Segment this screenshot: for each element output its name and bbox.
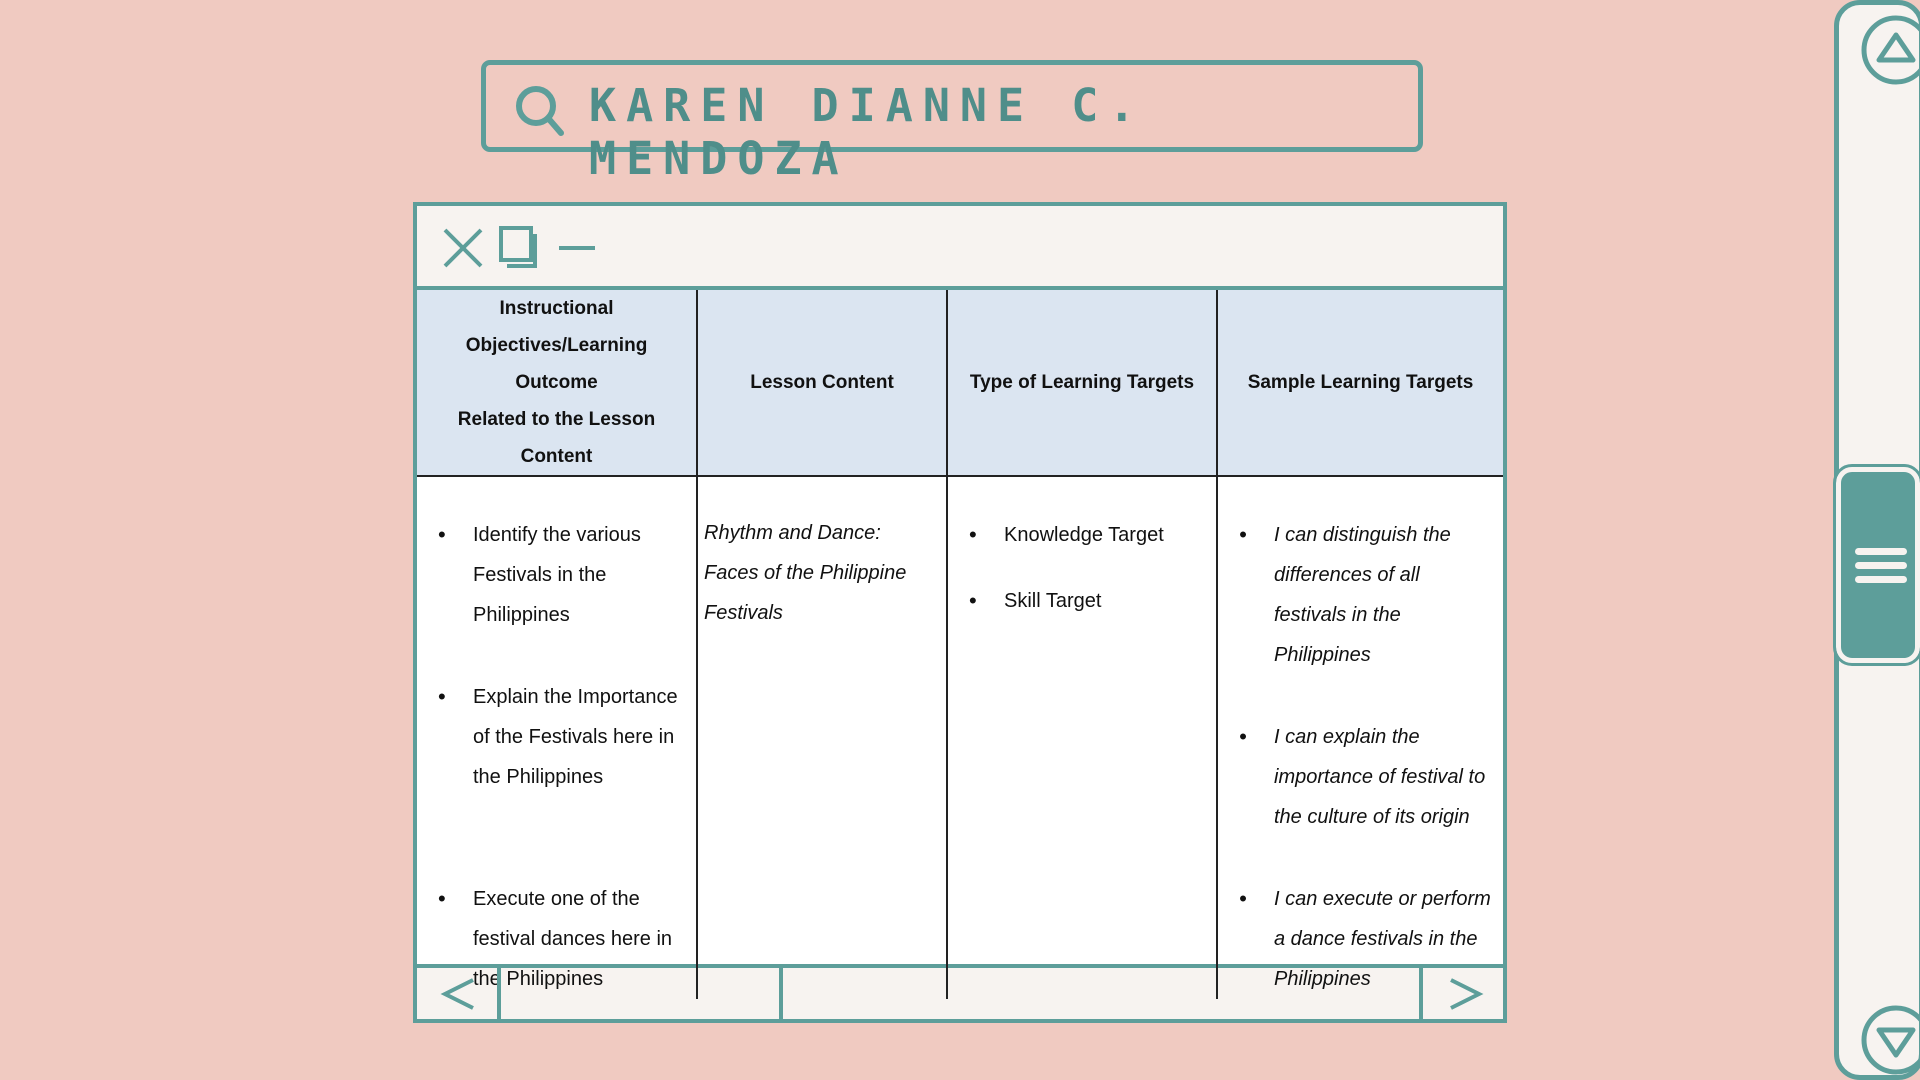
header-objectives-line1: Instructional: [499, 298, 614, 319]
cell-sample-targets: [1217, 476, 1503, 999]
list-item: • I can explain the importance of festival to the culture of its origin: [1274, 717, 1497, 837]
list-item: • Explain the Importance of the Festivals here in the Philippines: [473, 677, 690, 797]
lesson-table-container: [417, 286, 1503, 990]
chevron-right-icon: [1445, 977, 1485, 1011]
arrow-down-icon[interactable]: [1859, 1003, 1920, 1077]
minimize-icon[interactable]: [557, 226, 601, 270]
close-icon[interactable]: [441, 226, 485, 270]
search-icon[interactable]: [511, 81, 571, 141]
header-objectives-line2: Objectives/Learning Outcome: [465, 335, 648, 393]
lesson-table: [417, 290, 1503, 999]
cell-lesson-content: [697, 476, 947, 999]
cell-target-types: [947, 476, 1217, 999]
previous-button[interactable]: [417, 968, 501, 1019]
next-button[interactable]: [1419, 968, 1503, 1019]
list-item: • Knowledge Target: [1004, 515, 1210, 555]
search-input[interactable]: KAREN DIANNE C. MENDOZA: [589, 79, 1146, 185]
lesson-content-text: Rhythm and Dance: Faces of the Philippine Festivals: [704, 522, 907, 624]
list-item: • I can distinguish the differences of all festivals in the Philippines: [1274, 515, 1497, 675]
list-item: • Skill Target: [1004, 581, 1210, 621]
header-objectives: [417, 290, 697, 476]
scrollbar-thumb[interactable]: [1836, 467, 1920, 663]
header-target-types: Type of Learning Targets: [947, 290, 1217, 476]
header-objectives-line3: Related to the Lesson Content: [457, 409, 656, 467]
search-bar[interactable]: [481, 60, 1423, 185]
list-item: • Execute one of the festival dances here in the Philippines: [473, 879, 690, 999]
cell-objectives: [417, 476, 697, 999]
list-item: • Identify the various Festivals in the Philippines: [473, 515, 690, 635]
arrow-up-icon[interactable]: [1859, 13, 1920, 87]
header-sample-targets: Sample Learning Targets: [1217, 290, 1503, 476]
header-lesson-content: Lesson Content: [697, 290, 947, 476]
document-window: [413, 202, 1507, 1023]
window-titlebar: [417, 206, 1503, 286]
chevron-left-icon: [439, 977, 479, 1011]
window-navbar: [417, 968, 1503, 1019]
navbar-segment: [501, 968, 783, 1019]
list-item: • I can execute or perform a dance festivals in the Philippines: [1274, 879, 1497, 999]
restore-icon[interactable]: [499, 226, 543, 270]
